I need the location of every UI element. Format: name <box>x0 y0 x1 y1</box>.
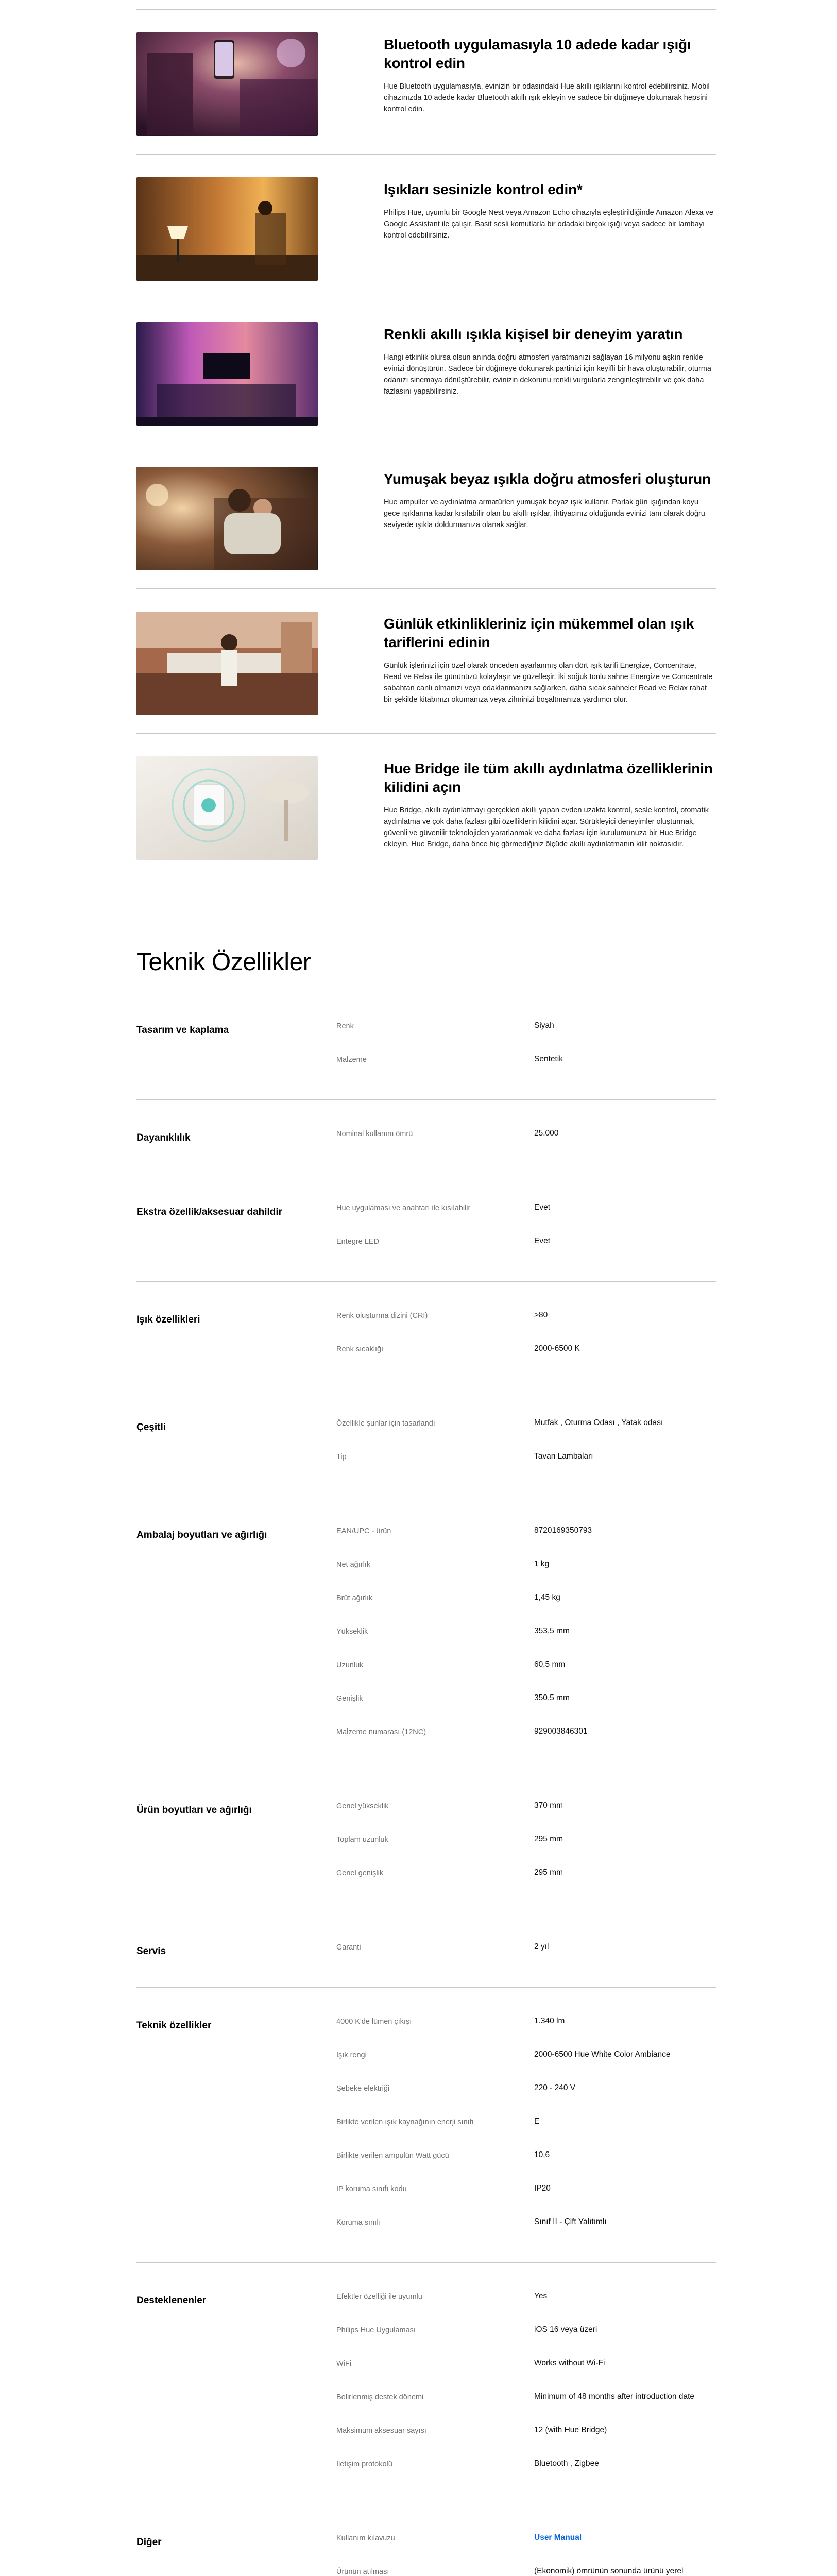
spec-value: 370 mm <box>534 1801 563 1810</box>
spec-value: 60,5 mm <box>534 1660 566 1669</box>
spec-group-title: Ürün boyutları ve ağırlığı <box>136 1805 252 1816</box>
spec-value: 295 mm <box>534 1835 563 1843</box>
specs-table <box>136 992 716 2576</box>
spec-group <box>136 992 716 1099</box>
spec-group <box>136 1281 716 1389</box>
spec-row <box>336 2082 716 2094</box>
spec-label: Nominal kullanım ömrü <box>336 1130 413 1138</box>
spec-value <box>534 2566 715 2576</box>
feature-text: Hue ampuller ve aydınlatma armatürleri yumuşak beyaz ışık kullanır. Parlak gün ışığından koyu gece ışıklarına kadar kısılabilir olan bu akıllı ışıklar, ihtiyacınız olduğunda evinizi tam olarak doğru seviyede ışıkla doldurmanıza olanak sağlar. <box>384 498 705 529</box>
spec-row <box>336 2358 716 2369</box>
spec-label: Net ağırlık <box>336 1561 371 1569</box>
spec-value: Evet <box>534 1236 551 1245</box>
spec-row <box>336 1867 716 1879</box>
spec-group <box>136 1772 716 1913</box>
spec-group-title: Çeşitli <box>136 1422 166 1433</box>
specs-heading: Teknik Özellikler <box>136 948 311 976</box>
spec-value: 295 mm <box>534 1868 563 1877</box>
spec-value: 8720169350793 <box>534 1526 592 1535</box>
spec-label: Koruma sınıfı <box>336 2218 381 2227</box>
spec-row <box>336 1726 716 1738</box>
spec-row <box>336 2116 716 2128</box>
spec-label: Brüt ağırlık <box>336 1594 373 1602</box>
feature-text: Günlük işlerinizi için özel olarak önceden ayarlanmış olan dört ışık tarifi Energize, Concentrate, Read ve Relax ile gününüzü kolaylaşır ve güzelleşir. İki soğuk tonlu sahne Energize ve Concentrate sabahtan canlı olmanızı veya odaklanmanızı sağlarken, daha sıcak sahneler Read ve Relax rahat bir şekilde kitabınızı okumanıza veya zihninizi boşaltmanıza yardımcı olur. <box>384 662 713 704</box>
spec-group <box>136 2262 716 2504</box>
spec-value: Sınıf II - Çift Yalıtımlı <box>534 2217 607 2226</box>
spec-row <box>336 2425 716 2436</box>
spec-group <box>136 1099 716 1174</box>
spec-label: Belirlenmiş destek dönemi <box>336 2393 424 2401</box>
spec-label: Şebeke elektriği <box>336 2084 390 2093</box>
spec-label: Malzeme <box>336 1056 367 1064</box>
spec-row <box>336 1202 716 1214</box>
spec-value: 929003846301 <box>534 1727 588 1736</box>
spec-group <box>136 1174 716 1281</box>
spec-value: Bluetooth , Zigbee <box>534 2459 599 2468</box>
feature-hue-bridge <box>136 734 716 878</box>
feature-text: Hue Bluetooth uygulamasıyla, evinizin bir odasındaki Hue akıllı ışıklarını kontrol edebilirsiniz. Mobil cihazınızda 10 adede kadar Bluetooth akıllı ışık ekleyin ve sadece bir düğmeye dokunarak hepsini kontrol edin. <box>384 82 710 113</box>
feature-image-light-recipes <box>136 612 318 715</box>
spec-row <box>336 1625 716 1637</box>
spec-row <box>336 1941 716 1953</box>
feature-text: Hue Bridge, akıllı aydınlatmayı gerçekleri akıllı yapan evden uzakta kontrol, sesle kontrol, otomatik aydınlatma ve çok daha fazlası gibi özelliklerin kilidini açar. Sürükleyici deneyimler oluşturmak, güvenli ve güvenilir teknolojiden yararlanmak ve daha fazlası için kurulumunuza bir Hue Bridge ekleyin. Hue Bridge, daha önce hiç görmediğiniz ölçüde akıllı aydınlatmanın kilit noktasıdır. <box>384 806 709 849</box>
spec-row <box>336 1525 716 1537</box>
spec-row <box>336 2049 716 2061</box>
feature-image-color <box>136 322 318 426</box>
feature-image-hue-bridge <box>136 756 318 860</box>
spec-label: Kullanım kılavuzu <box>336 2534 395 2543</box>
spec-row <box>336 1343 716 1355</box>
spec-value: Minimum of 48 months after introduction date <box>534 2392 695 2401</box>
feature-bluetooth <box>136 10 716 154</box>
spec-group <box>136 1497 716 1772</box>
spec-group-title: Ambalaj boyutları ve ağırlığı <box>136 1530 267 1540</box>
spec-group-title: Diğer <box>136 2537 162 2548</box>
spec-label: Yükseklik <box>336 1628 368 1636</box>
spec-label: Genel genişlik <box>336 1869 384 1877</box>
spec-value: 1,45 kg <box>534 1593 560 1602</box>
spec-label: EAN/UPC - ürün <box>336 1527 391 1535</box>
spec-label: Ürünün atılması <box>336 2568 389 2576</box>
spec-row <box>336 2458 716 2470</box>
spec-value: 220 - 240 V <box>534 2083 576 2092</box>
feature-text: Hangi etkinlik olursa olsun anında doğru atmosferi yaratmanızı sağlayan 16 milyonu aşkın renkle evinizi dönüştürün. Sadece bir düğmeye dokunarak partinizi için keyifli bir hava oluşturabilir, oturma odanızı sinemaya dönüştürebilir, evinizin dekorunu renkli vurgularla zenginleştirebilir ve çok daha fazlasını yapabilirsiniz. <box>384 353 711 396</box>
feature-voice <box>136 155 716 299</box>
spec-row <box>336 2015 716 2027</box>
spec-group-title: Teknik özellikler <box>136 2020 212 2031</box>
spec-label: 4000 K'de lümen çıkışı <box>336 2018 412 2026</box>
spec-value: >80 <box>534 1311 548 1319</box>
feature-title: Günlük etkinlikleriniz için mükemmel olan ışık tariflerini edinin <box>384 616 694 650</box>
spec-row <box>336 1310 716 1321</box>
spec-row <box>336 2566 716 2576</box>
spec-value: 10,6 <box>534 2150 550 2159</box>
spec-group-title: Desteklenenler <box>136 2295 207 2306</box>
spec-row <box>336 2532 716 2544</box>
spec-value: Evet <box>534 1203 551 1212</box>
spec-label: Entegre LED <box>336 1238 380 1246</box>
spec-label: Birlikte verilen ışık kaynağının enerji sınıfı <box>336 2118 474 2126</box>
spec-group <box>136 1389 716 1497</box>
spec-group <box>136 2504 716 2576</box>
feature-image-bluetooth <box>136 32 318 136</box>
feature-light-recipes <box>136 589 716 733</box>
spec-row <box>336 1659 716 1671</box>
spec-group-title: Servis <box>136 1946 166 1957</box>
spec-row <box>336 2216 716 2228</box>
spec-value: Tavan Lambaları <box>534 1452 593 1461</box>
spec-value: Mutfak , Oturma Odası , Yatak odası <box>534 1418 663 1427</box>
spec-row <box>336 1592 716 1604</box>
spec-value: 12 (with Hue Bridge) <box>534 2426 607 2434</box>
spec-row <box>336 2149 716 2161</box>
spec-label: Malzeme numarası (12NC) <box>336 1728 426 1736</box>
spec-label: Hue uygulaması ve anahtarı ile kısılabilir <box>336 1204 471 1212</box>
spec-label: Renk <box>336 1022 354 1030</box>
feature-text: Philips Hue, uyumlu bir Google Nest veya Amazon Echo cihazıyla eşleştirildiğinde Amazon Alexa ve Google Assistant ile çalışır. Basit sesli komutlarla bir odadaki birçok ışığı veya sadece bir lambayı kontrol edebilirsiniz. <box>384 209 713 240</box>
spec-row <box>336 1451 716 1463</box>
spec-row <box>336 1020 716 1032</box>
feature-title: Renkli akıllı ışıkla kişisel bir deneyim yaratın <box>384 326 683 342</box>
spec-row <box>336 2291 716 2302</box>
spec-value: Siyah <box>534 1021 554 1030</box>
spec-label: Birlikte verilen ampulün Watt gücü <box>336 2151 449 2160</box>
spec-value: 25.000 <box>534 1129 559 1138</box>
feature-title: Hue Bridge ile tüm akıllı aydınlatma özelliklerinin kilidini açın <box>384 760 713 795</box>
spec-row <box>336 1054 716 1065</box>
spec-label: Philips Hue Uygulaması <box>336 2326 416 2334</box>
spec-label: Renk oluşturma dizini (CRI) <box>336 1312 428 1320</box>
spec-label: WiFi <box>336 2360 351 2368</box>
spec-label: Renk sıcaklığı <box>336 1345 384 1353</box>
spec-value: 2000-6500 Hue White Color Ambiance <box>534 2050 671 2059</box>
spec-label: Toplam uzunluk <box>336 1836 388 1844</box>
spec-value: 353,5 mm <box>534 1626 570 1635</box>
feature-color <box>136 299 716 444</box>
spec-value: 1 kg <box>534 1560 550 1568</box>
feature-image-soft-white <box>136 467 318 570</box>
spec-row <box>336 1692 716 1704</box>
spec-group <box>136 1987 716 2262</box>
spec-label: Efektler özelliği ile uyumlu <box>336 2293 422 2301</box>
feature-title: Bluetooth uygulamasıyla 10 adede kadar ışığı kontrol edin <box>384 37 691 71</box>
spec-group-title: Işık özellikleri <box>136 1314 200 1325</box>
spec-row <box>336 1235 716 1247</box>
spec-row <box>336 1558 716 1570</box>
spec-value: IP20 <box>534 2184 551 2193</box>
spec-label: Işık rengi <box>336 2051 367 2059</box>
spec-group <box>136 1913 716 1987</box>
spec-group-title: Dayanıklılık <box>136 1132 191 1143</box>
spec-row <box>336 1417 716 1429</box>
page-content <box>136 0 716 2576</box>
spec-label: Genel yükseklik <box>336 1802 389 1810</box>
spec-value: E <box>534 2117 540 2126</box>
spec-label: Özellikle şunlar için tasarlandı <box>336 1419 435 1428</box>
spec-label: Genişlik <box>336 1694 363 1703</box>
spec-row <box>336 2391 716 2403</box>
user-manual-link[interactable]: User Manual <box>534 2533 582 2542</box>
spec-label: İletişim protokolü <box>336 2460 392 2468</box>
spec-row <box>336 2183 716 2195</box>
spec-label: Tip <box>336 1453 347 1461</box>
spec-label: Uzunluk <box>336 1661 364 1669</box>
spec-value: 1.340 lm <box>534 2016 565 2025</box>
spec-value: Works without Wi-Fi <box>534 2359 605 2367</box>
spec-row <box>336 1800 716 1812</box>
spec-value: 2000-6500 K <box>534 1344 580 1353</box>
spec-value: 2 yıl <box>534 1942 549 1951</box>
feature-title: Yumuşak beyaz ışıkla doğru atmosferi oluşturun <box>384 471 711 487</box>
spec-row <box>336 1834 716 1845</box>
spec-value: iOS 16 veya üzeri <box>534 2325 597 2334</box>
spec-row <box>336 1128 716 1140</box>
spec-label: Maksimum aksesuar sayısı <box>336 2427 426 2435</box>
spec-value: Yes <box>534 2292 548 2300</box>
spec-value: 350,5 mm <box>534 1693 570 1702</box>
spec-group-title: Tasarım ve kaplama <box>136 1025 229 1036</box>
disposal-text: (Ekonomik) ömrünün sonunda ürünü yerel <box>534 2567 684 2575</box>
spec-group-title: Ekstra özellik/aksesuar dahildir <box>136 1207 283 1217</box>
spec-row <box>336 2324 716 2336</box>
feature-image-voice <box>136 177 318 281</box>
spec-label: Garanti <box>336 1943 361 1952</box>
spec-value: Sentetik <box>534 1055 563 1063</box>
feature-title: Işıkları sesinizle kontrol edin* <box>384 181 583 197</box>
spec-label: IP koruma sınıfı kodu <box>336 2185 407 2193</box>
feature-soft-white <box>136 444 716 588</box>
